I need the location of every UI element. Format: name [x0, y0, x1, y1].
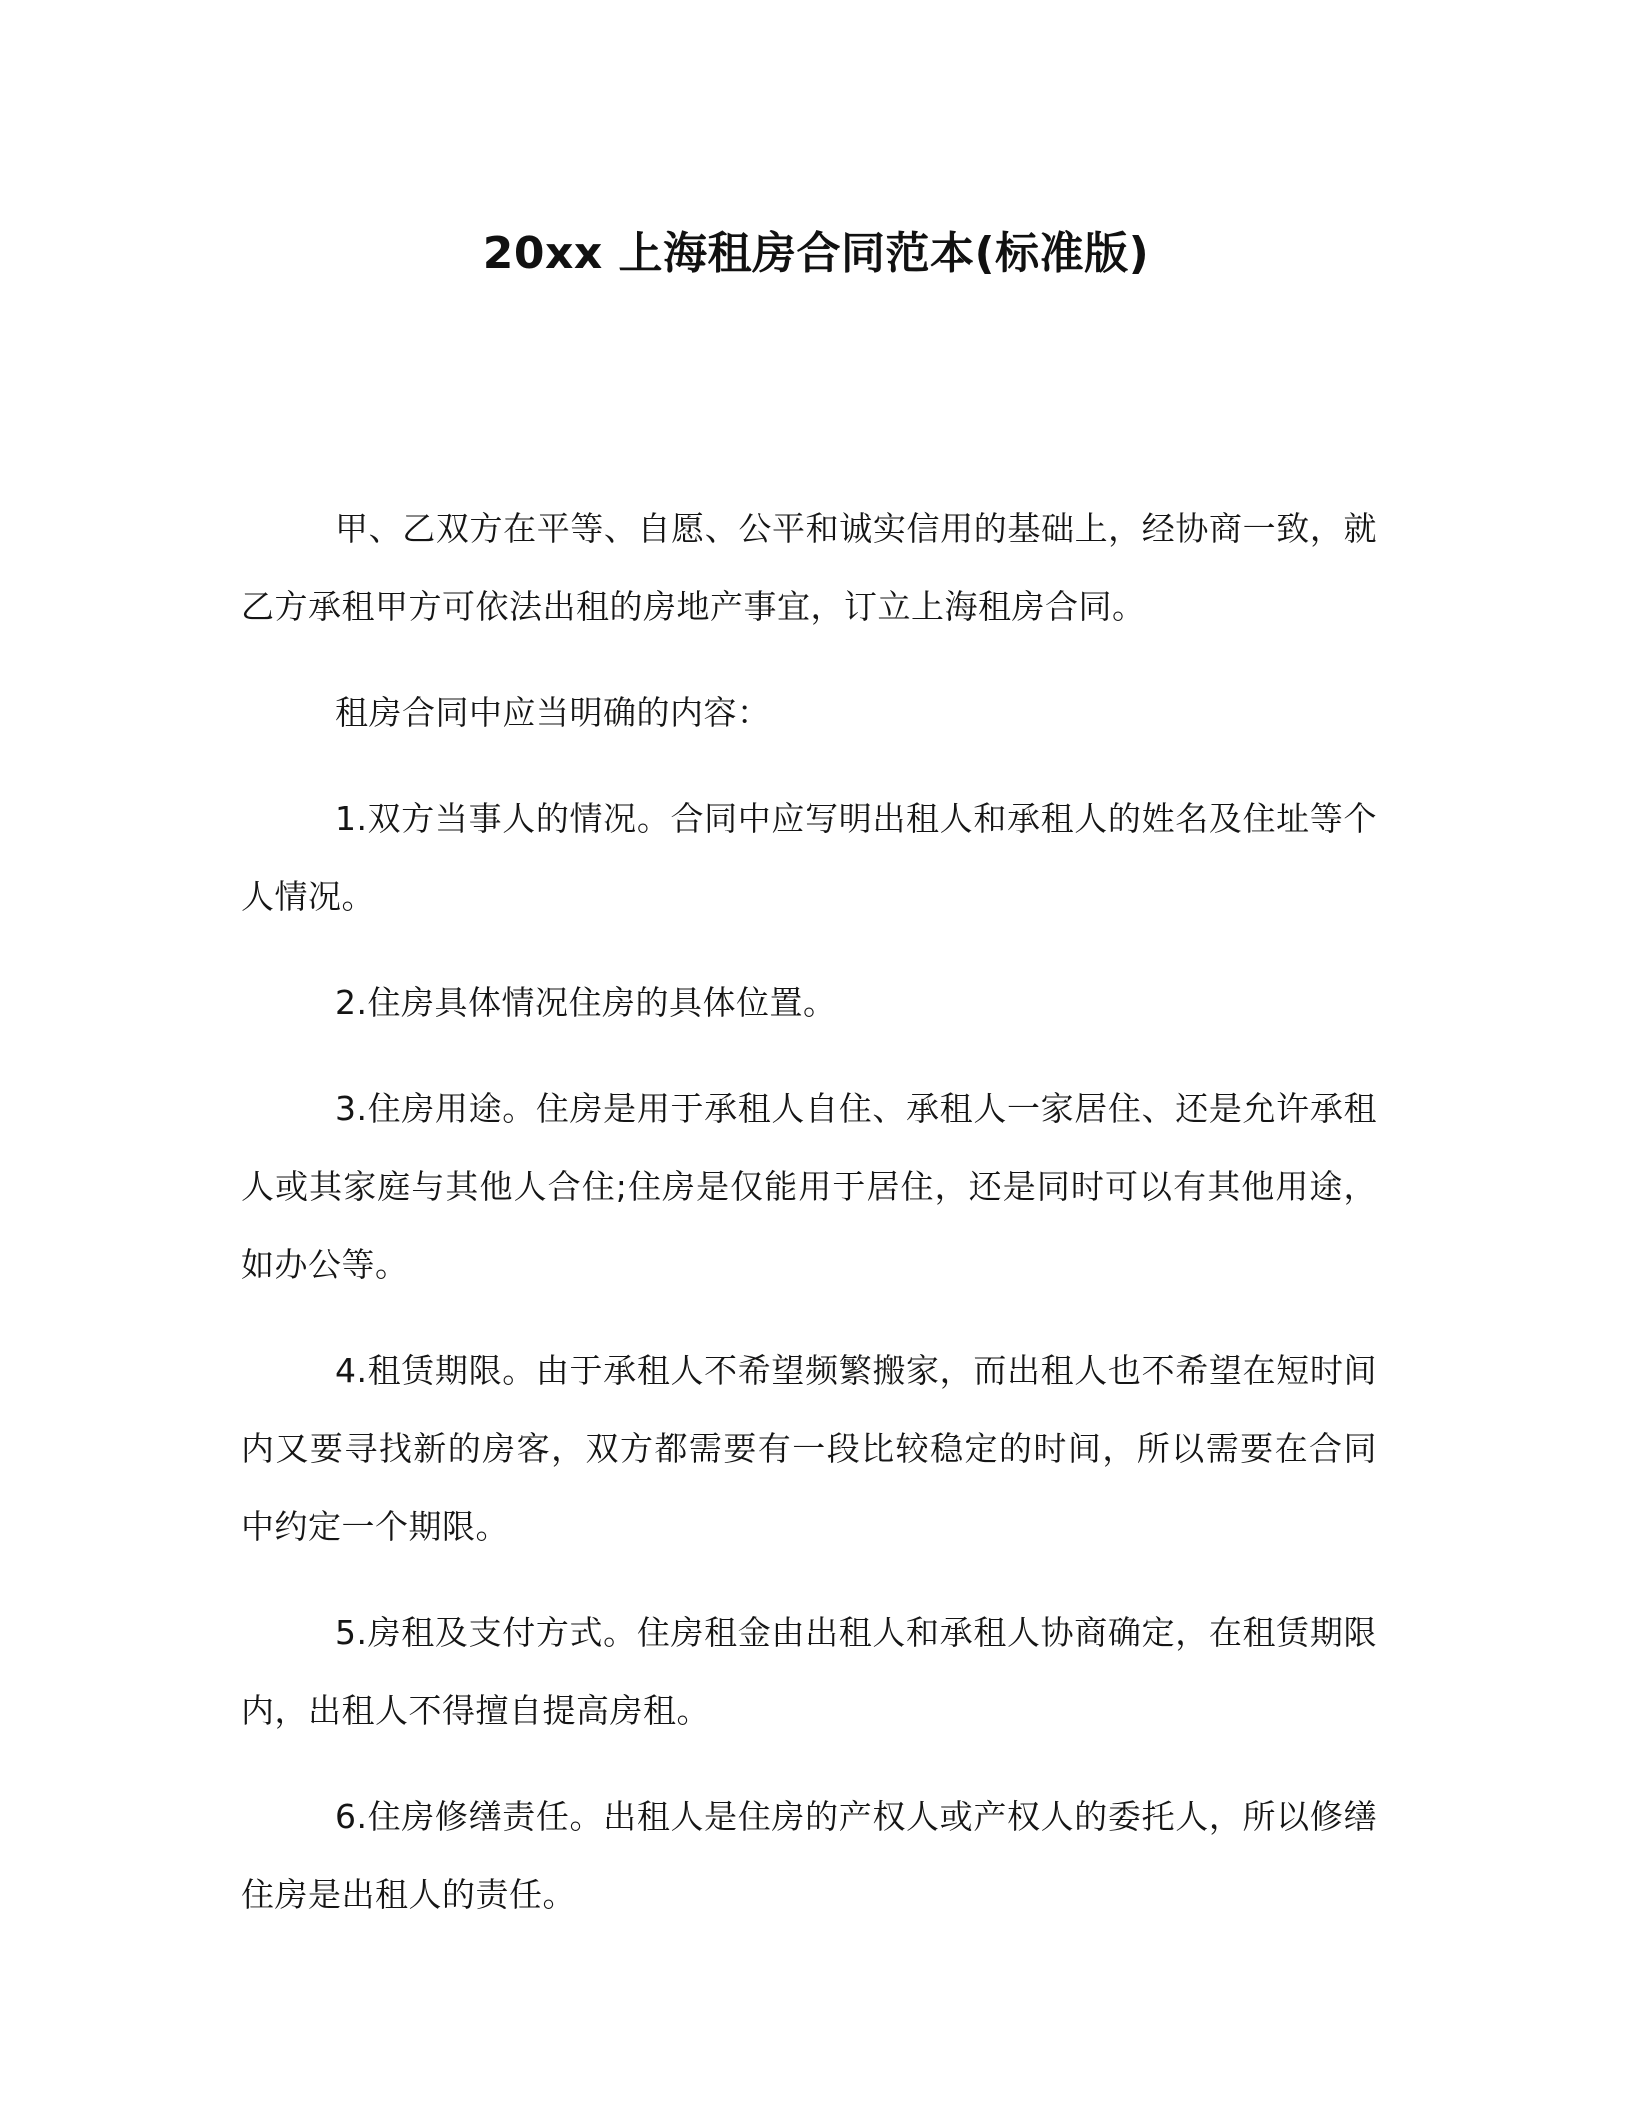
paragraph-intro: 甲、乙双方在平等、自愿、公平和诚实信用的基础上，经协商一致，就乙方承租甲方可依法出租的房地产事宜，订立上海租房合同。: [241, 509, 1377, 626]
paragraph-item-5: 5.房租及支付方式。住房租金由出租人和承租人协商确定，在租赁期限内，出租人不得擅自提高房租。: [241, 1613, 1377, 1730]
paragraph-item-4: 4.租赁期限。由于承租人不希望频繁搬家，而出租人也不希望在短时间内又要寻找新的房客，双方都需要有一段比较稳定的时间，所以需要在合同中约定一个期限。: [241, 1351, 1377, 1546]
paragraph-item-3: 3.住房用途。住房是用于承租人自住、承租人一家居住、还是允许承租人或其家庭与其他人合住;住房是仅能用于居住，还是同时可以有其他用途，如办公等。: [241, 1089, 1377, 1284]
paragraph-contents-heading: 租房合同中应当明确的内容：: [335, 693, 771, 732]
document-title: 20xx 上海租房合同范本(标准版): [482, 228, 1150, 279]
paragraph-item-1: 1.双方当事人的情况。合同中应写明出租人和承租人的姓名及住址等个人情况。: [241, 799, 1377, 916]
document-body: [241, 490, 1377, 1962]
paragraph-item-6: 6.住房修缮责任。出租人是住房的产权人或产权人的委托人，所以修缮住房是出租人的责任。: [241, 1797, 1377, 1914]
paragraph-item-2: 2.住房具体情况住房的具体位置。: [335, 983, 837, 1022]
